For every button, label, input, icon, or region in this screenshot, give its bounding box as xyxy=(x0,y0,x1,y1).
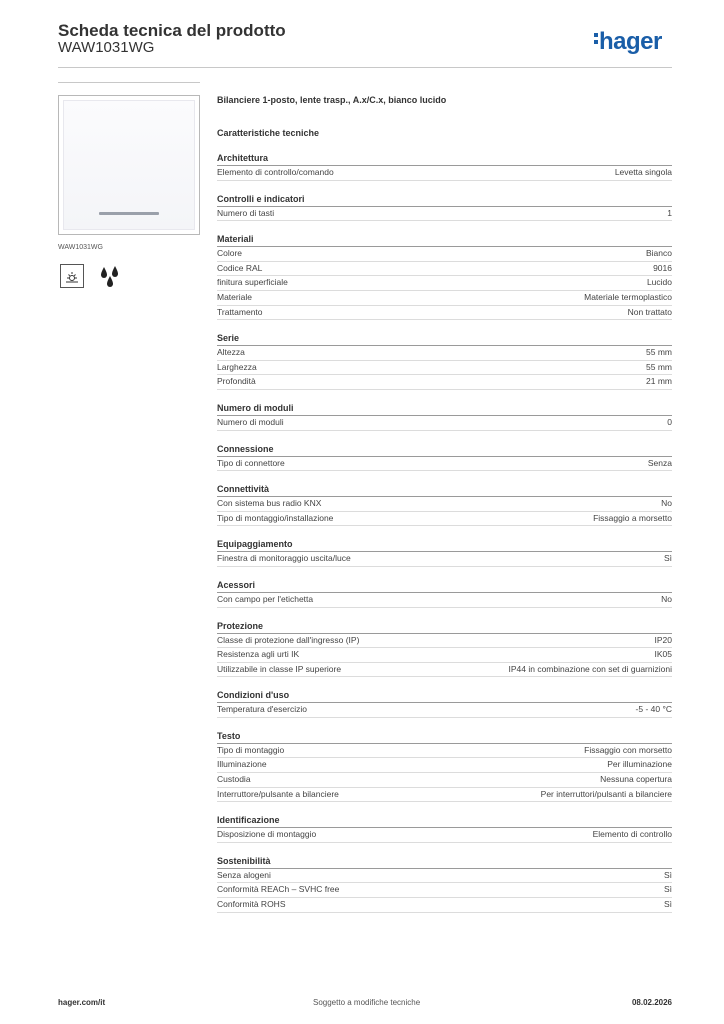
spec-row xyxy=(217,773,672,788)
spec-label: Trattamento xyxy=(217,306,263,317)
spec-label: Illuminazione xyxy=(217,759,267,770)
spec-label: Disposizione di montaggio xyxy=(217,829,317,840)
spec-label: Numero di moduli xyxy=(217,416,284,427)
spec-row xyxy=(217,788,672,803)
header-divider xyxy=(58,67,672,68)
spec-group-title: Serie xyxy=(217,332,672,346)
spec-value: 55 mm xyxy=(646,361,672,372)
spec-value: Lucido xyxy=(646,277,672,288)
spec-group-title: Testo xyxy=(217,730,672,744)
spec-groups xyxy=(217,152,672,913)
spec-row xyxy=(217,346,672,361)
spec-label: Elemento di controllo/comando xyxy=(217,167,334,177)
product-description: Bilanciere 1-posto, lente trasp., A.x/C.x, bianco lucido xyxy=(217,95,447,105)
spec-group-title: Sostenibilità xyxy=(217,855,672,869)
spec-row xyxy=(217,663,672,678)
spec-value: Non trattato xyxy=(627,306,672,317)
water-drops-icon xyxy=(98,264,122,288)
spec-row xyxy=(217,375,672,390)
spec-group-title: Equipaggiamento xyxy=(217,538,672,552)
spec-group-title: Architettura xyxy=(217,152,672,166)
spec-row xyxy=(217,758,672,773)
spec-label: Larghezza xyxy=(217,361,257,372)
spec-value: Elemento di controllo xyxy=(592,829,672,840)
spec-label: finitura superficiale xyxy=(217,277,288,288)
spec-label: Profondità xyxy=(217,376,256,387)
spec-label: Tipo di montaggio/installazione xyxy=(217,512,334,523)
spec-value: 0 xyxy=(667,416,672,427)
spec-label: Resistenza agli urti IK xyxy=(217,649,300,660)
spec-value: Sì xyxy=(663,899,672,910)
spec-value: Per interruttori/pulsanti a bilanciere xyxy=(540,788,672,799)
spec-label: Materiale xyxy=(217,291,252,302)
spec-label: Custodia xyxy=(217,774,251,785)
spec-group-title: Protezione xyxy=(217,620,672,634)
spec-label: Altezza xyxy=(217,347,245,358)
spec-label: Colore xyxy=(217,248,243,259)
spec-row xyxy=(217,416,672,431)
spec-row xyxy=(217,634,672,649)
spec-row xyxy=(217,744,672,759)
spec-row xyxy=(217,552,672,567)
spec-row xyxy=(217,898,672,913)
spec-label: Conformità REACh – SVHC free xyxy=(217,884,340,895)
spec-value: Per illuminazione xyxy=(607,759,672,770)
spec-label: Con sistema bus radio KNX xyxy=(217,498,322,509)
rocker-switch-illustration xyxy=(63,100,195,230)
spec-label: Finestra di monitoraggio uscita/luce xyxy=(217,553,351,564)
spec-group-title: Connessione xyxy=(217,443,672,457)
specs-heading: Caratteristiche tecniche xyxy=(217,128,320,138)
spec-label: Codice RAL xyxy=(217,262,263,273)
spec-value: No xyxy=(661,498,672,509)
spec-label: Tipo di montaggio xyxy=(217,744,285,755)
spec-label: Senza alogeni xyxy=(217,869,271,880)
spec-row xyxy=(217,262,672,277)
spec-group-title: Acessori xyxy=(217,579,672,593)
spec-row xyxy=(217,207,672,222)
spec-row xyxy=(217,648,672,663)
spec-row xyxy=(217,593,672,608)
spec-value: No xyxy=(661,593,672,604)
spec-value: Sì xyxy=(663,869,672,880)
spec-value: Materiale termoplastico xyxy=(584,291,672,302)
footer-website: hager.com/it xyxy=(58,998,106,1007)
spec-row xyxy=(217,828,672,843)
hager-logo: hager xyxy=(594,28,662,56)
spec-group-title: Connettività xyxy=(217,483,672,497)
spec-row xyxy=(217,306,672,321)
spec-value: 9016 xyxy=(653,262,672,273)
spec-group-title: Condizioni d'uso xyxy=(217,689,672,703)
spec-label: Utilizzabile in classe IP superiore xyxy=(217,663,342,674)
spec-row xyxy=(217,361,672,376)
specifications-panel xyxy=(217,95,672,913)
spec-value: 55 mm xyxy=(646,347,672,358)
spec-value: 1 xyxy=(667,207,672,218)
spec-value: Senza xyxy=(647,457,672,468)
spec-value: IP20 xyxy=(654,634,672,645)
spec-row xyxy=(217,883,672,898)
spec-value: Fissaggio a morsetto xyxy=(593,512,672,523)
footer-note: Soggetto a modifiche tecniche xyxy=(313,998,421,1007)
spec-row xyxy=(217,497,672,512)
spec-value: Levetta singola xyxy=(614,167,672,177)
spec-label: Interruttore/pulsante a bilanciere xyxy=(217,788,339,799)
spec-group-title: Controlli e indicatori xyxy=(217,193,672,207)
transparent-lens-strip xyxy=(99,212,159,215)
left-column-divider xyxy=(58,82,200,83)
spec-label: Temperatura d'esercizio xyxy=(217,704,307,715)
spec-label: Con campo per l'etichetta xyxy=(217,593,314,604)
product-code-header: WAW1031WG xyxy=(58,39,155,56)
spec-row xyxy=(217,869,672,884)
spec-row xyxy=(217,703,672,718)
product-image-caption: WAW1031WG xyxy=(58,244,103,251)
spec-label: Classe di protezione dall'ingresso (IP) xyxy=(217,634,360,645)
spec-value: Sì xyxy=(663,553,672,564)
spec-row xyxy=(217,457,672,472)
page-title: Scheda tecnica del prodotto xyxy=(58,21,286,40)
spec-group-title: Materiali xyxy=(217,233,672,247)
spec-group-title: Identificazione xyxy=(217,814,672,828)
spec-value: -5 - 40 °C xyxy=(635,704,672,715)
spec-row xyxy=(217,276,672,291)
spec-value: 21 mm xyxy=(646,376,672,387)
spec-value: IK05 xyxy=(654,649,672,660)
spec-row xyxy=(217,291,672,306)
footer-date: 08.02.2026 xyxy=(631,998,672,1007)
product-image xyxy=(58,95,200,235)
spec-row xyxy=(217,166,672,181)
spec-value: Fissaggio con morsetto xyxy=(584,744,672,755)
spec-label: Numero di tasti xyxy=(217,207,275,218)
spec-value: Sì xyxy=(663,884,672,895)
spec-value: Bianco xyxy=(646,248,672,259)
spec-label: Tipo di connettore xyxy=(217,457,285,468)
spec-value: Nessuna copertura xyxy=(600,774,672,785)
spec-value: IP44 in combinazione con set di guarnizioni xyxy=(508,663,672,674)
spec-row xyxy=(217,247,672,262)
lighting-pictogram-icon xyxy=(60,264,84,288)
spec-group-title: Numero di moduli xyxy=(217,402,672,416)
logo-dots-icon xyxy=(594,30,599,47)
spec-label: Conformità ROHS xyxy=(217,899,286,910)
spec-row xyxy=(217,512,672,527)
